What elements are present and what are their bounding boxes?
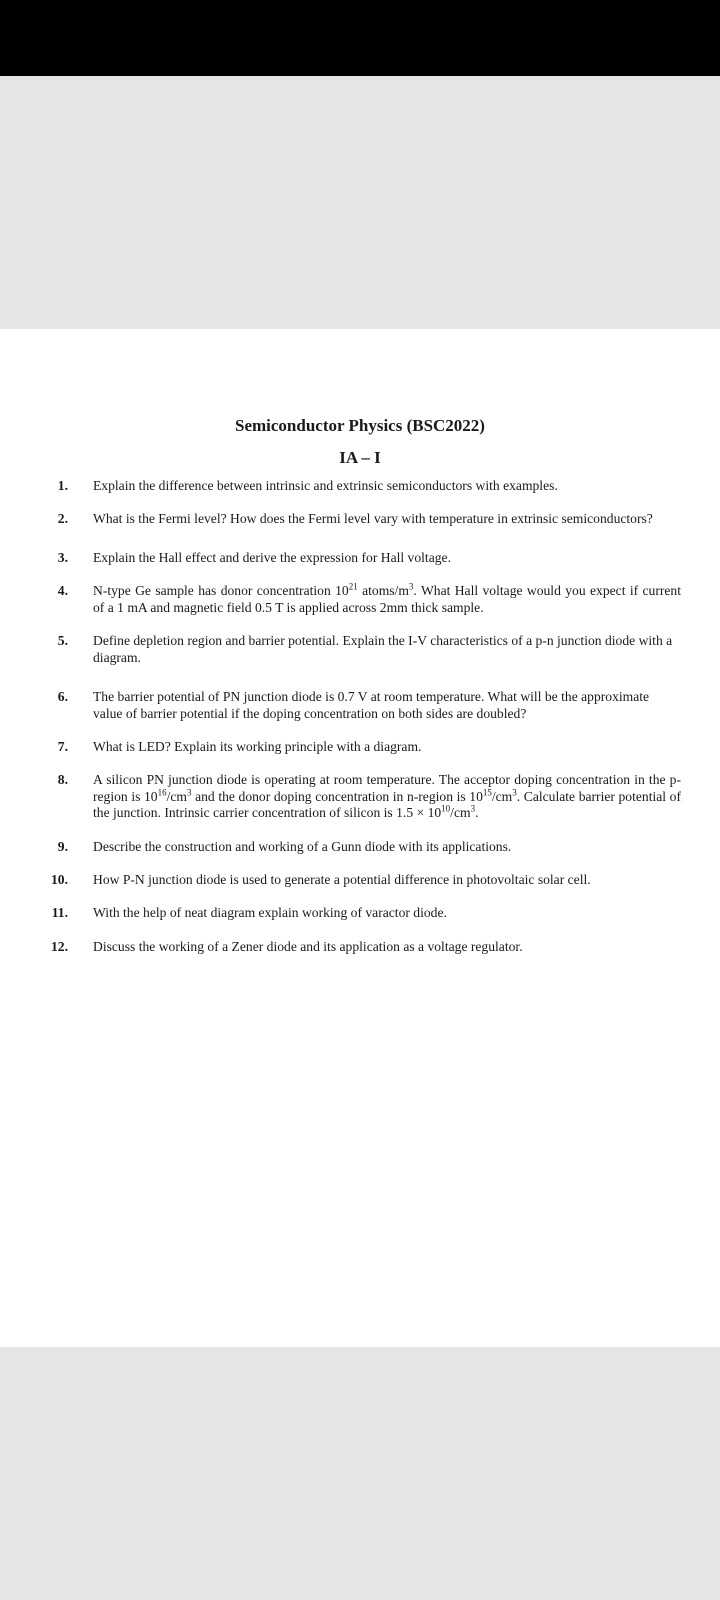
status-bar xyxy=(0,0,720,76)
question-text: Define depletion region and barrier potential. Explain the I-V characteristics of a p-n junction diode with a diagram. xyxy=(93,633,673,665)
question-number: 5. xyxy=(57,633,68,648)
document-page xyxy=(0,329,720,1347)
question-number: 4. xyxy=(57,583,68,598)
question-number: 10. xyxy=(51,872,68,887)
question-number: 8. xyxy=(57,772,68,787)
question-number: 3. xyxy=(57,550,68,565)
question-text: What is the Fermi level? How does the Fermi level vary with temperature in extrinsic semiconductors? xyxy=(93,511,653,526)
question-text: A silicon PN junction diode is operating at room temperature. The acceptor doping concentration in the p-region is $10^{16}/cm^3$ and the donor doping concentration in n-region is $10^{15}/cm^3$. Calculate barrier potential of the junction. Intrinsic carrier concentration of silicon is $1.5 \times 10^{10}/cm^3$. xyxy=(93,772,682,820)
question-text: Describe the construction and working of a Gunn diode with its applications. xyxy=(93,839,512,854)
question-number: 6. xyxy=(57,689,68,704)
question-number: 9. xyxy=(57,839,68,854)
question-number: 12. xyxy=(51,939,68,954)
question-text: The barrier potential of PN junction diode is 0.7 V at room temperature. What will be the approximate value of barrier potential if the doping concentration on both sides are doubled? xyxy=(93,689,650,721)
question-number: 7. xyxy=(57,739,68,754)
document-subtitle: IA – I xyxy=(339,448,381,467)
question-number: 1. xyxy=(57,478,68,493)
question-number: 2. xyxy=(57,511,68,526)
question-text: What is LED? Explain its working principle with a diagram. xyxy=(93,739,422,754)
question-number: 11. xyxy=(51,905,68,920)
question-text: Discuss the working of a Zener diode and its application as a voltage regulator. xyxy=(93,939,523,954)
question-text: Explain the Hall effect and derive the expression for Hall voltage. xyxy=(93,550,451,565)
question-text: N-type Ge sample has donor concentration $10^{21}$ atoms/$m^3$. What Hall voltage would you expect if current of a 1 mA and magnetic field 0.5 T is applied across 2mm thick sample. xyxy=(93,581,681,615)
document-title: Semiconductor Physics (BSC2022) xyxy=(235,416,485,435)
question-text: How P-N junction diode is used to generate a potential difference in photovoltaic solar cell. xyxy=(93,872,591,887)
question-text: Explain the difference between intrinsic and extrinsic semiconductors with examples. xyxy=(93,478,558,493)
question-text: With the help of neat diagram explain working of varactor diode. xyxy=(93,905,447,920)
